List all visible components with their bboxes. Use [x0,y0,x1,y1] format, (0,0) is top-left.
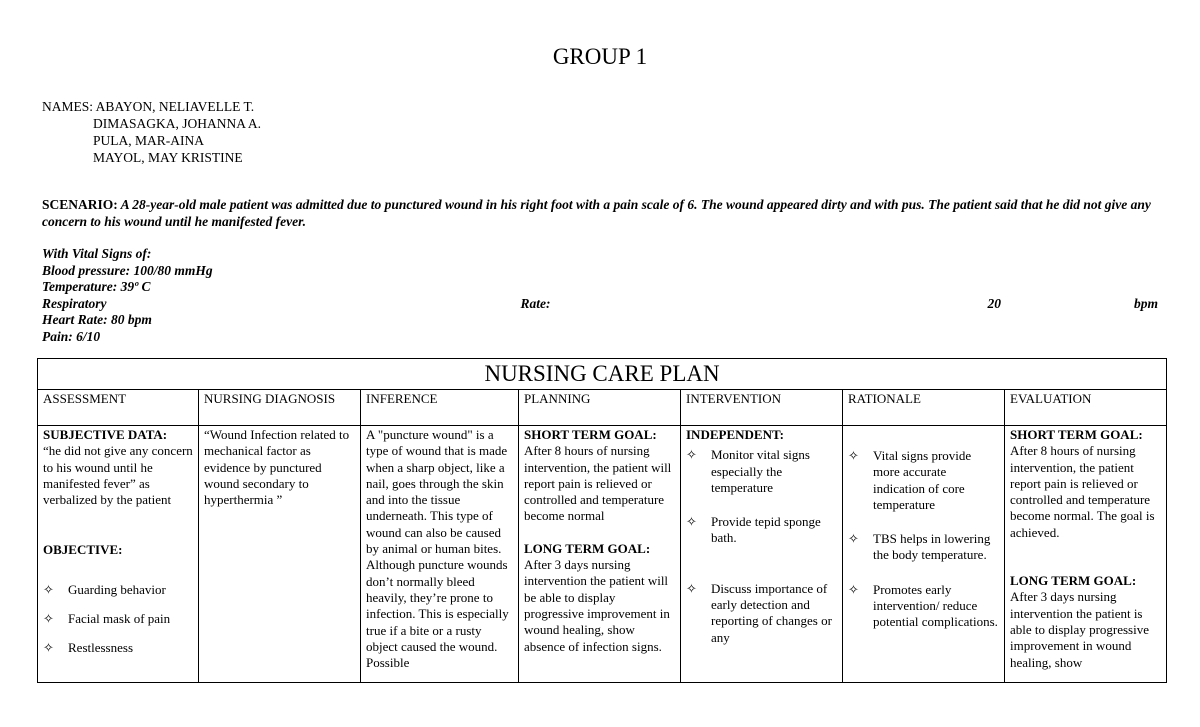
header-evaluation: EVALUATION [1005,390,1167,426]
vitals-heading: With Vital Signs of: [42,246,152,261]
objective-item: ✧ Restlessness [43,640,133,656]
evaluation-long-label: LONG TERM GOAL: [1010,573,1137,589]
evaluation-short-label: SHORT TERM GOAL: [1010,427,1143,442]
diamond-bullet-icon: ✧ [43,640,54,656]
scenario-block [42,196,1160,230]
inference-cell: A "puncture wound" is a type of wound that is made when a sharp object, like a nail, goes through the skin and into the tissue underneath. This type of wound can also be caused by animal or human bites. Although puncture wounds don’t normally bleed heavily, they’re prone to infection. This is especially true if a bite or a rusty object caused the wound. Possible [361,426,519,683]
evaluation-short-text: After 8 hours of nursing intervention, the patient report pain is relieved or controlled and temperature become normal. The goal is achieved. [1010,443,1155,540]
rationale-item: ✧ Vital signs provide more accurate indication of core temperature [848,448,972,512]
intervention-item: ✧ Provide tepid sponge bath. [686,514,821,546]
name-3: PULA, MAR-AINA [93,133,204,148]
rationale-item: ✧ TBS helps in lowering the body temperature. [848,531,991,563]
diamond-bullet-icon: ✧ [43,581,54,597]
header-planning: PLANNING [519,390,681,426]
objective-item: ✧ Facial mask of pain [43,611,171,627]
vital-signs-block [42,246,1158,345]
diamond-bullet-icon: ✧ [686,514,697,530]
header-inference: INFERENCE [361,390,519,426]
document-title: GROUP 1 [552,44,648,69]
pain-scale: Pain: 6/10 [42,328,101,344]
resp-label-a: Respiratory [42,295,107,311]
evaluation-long-text: After 3 days nursing intervention the patient is able to display progressive improvement in wound healing, show [1010,589,1149,670]
diamond-bullet-icon: ✧ [686,580,697,596]
table-title: NURSING CARE PLAN [38,359,1167,390]
intervention-cell [681,426,843,683]
resp-unit: bpm [1133,295,1158,311]
planning-short-text: After 8 hours of nursing intervention, the patient will report pain is relieved or controlled and temperature become normal [524,443,672,524]
blood-pressure: Blood pressure: 100/80 mmHg [42,262,213,278]
names-label: NAMES: [42,99,94,114]
nursing-care-plan-table [37,358,1167,683]
scenario-label: SCENARIO: [42,197,118,212]
planning-cell [519,426,681,683]
header-intervention: INTERVENTION [681,390,843,426]
heart-rate: Heart Rate: 80 bpm [42,312,152,327]
subjective-label: SUBJECTIVE DATA: [43,427,168,442]
name-1: ABAYON, NELIAVELLE T. [95,99,255,114]
resp-label-b: Rate: [520,295,551,311]
subjective-text: “he did not give any concern to his wound until he manifested fever” as verbalized by the patient [43,443,193,508]
respiratory-rate [42,296,1158,313]
resp-value: 20 [987,295,1001,311]
header-diagnosis: NURSING DIAGNOSIS [199,390,361,426]
header-assessment: ASSESSMENT [38,390,199,426]
scenario-text: A 28-year-old male patient was admitted due to punctured wound in his right foot with a pain scale of 6. The wound appeared dirty and with pus. The patient said that he did not give any concern to his wound until he manifested fever. [42,197,1151,229]
diamond-bullet-icon: ✧ [686,447,697,463]
diagnosis-cell: “Wound Infection related to mechanical factor as evidence by punctured wound secondary to hyperthermia ” [199,426,361,683]
intervention-item: ✧ Monitor vital signs especially the temperature [686,447,810,495]
temperature: Temperature: 39º C [42,279,151,294]
rationale-cell [843,426,1005,683]
intervention-item: ✧ Discuss importance of early detection and reporting of changes or any [686,580,832,645]
name-4: MAYOL, MAY KRISTINE [93,150,243,165]
name-2: DIMASAGKA, JOHANNA A. [93,116,262,131]
diamond-bullet-icon: ✧ [848,531,859,547]
independent-label: INDEPENDENT: [686,427,784,442]
assessment-cell [38,426,199,683]
objective-item: ✧ Guarding behavior [43,581,166,597]
evaluation-cell [1005,426,1167,683]
names-block [42,98,261,166]
diamond-bullet-icon: ✧ [848,581,859,597]
planning-long-text: After 3 days nursing intervention the patient will be able to display progressive improvement in wound healing, show absence of infection signs. [524,557,670,654]
objective-label: OBJECTIVE: [43,542,123,558]
rationale-item: ✧ Promotes early intervention/ reduce potential complications. [848,581,998,630]
planning-short-label: SHORT TERM GOAL: [524,427,657,442]
diamond-bullet-icon: ✧ [848,448,859,463]
header-rationale: RATIONALE [843,390,1005,426]
planning-long-label: LONG TERM GOAL: [524,540,651,556]
diamond-bullet-icon: ✧ [43,611,54,627]
